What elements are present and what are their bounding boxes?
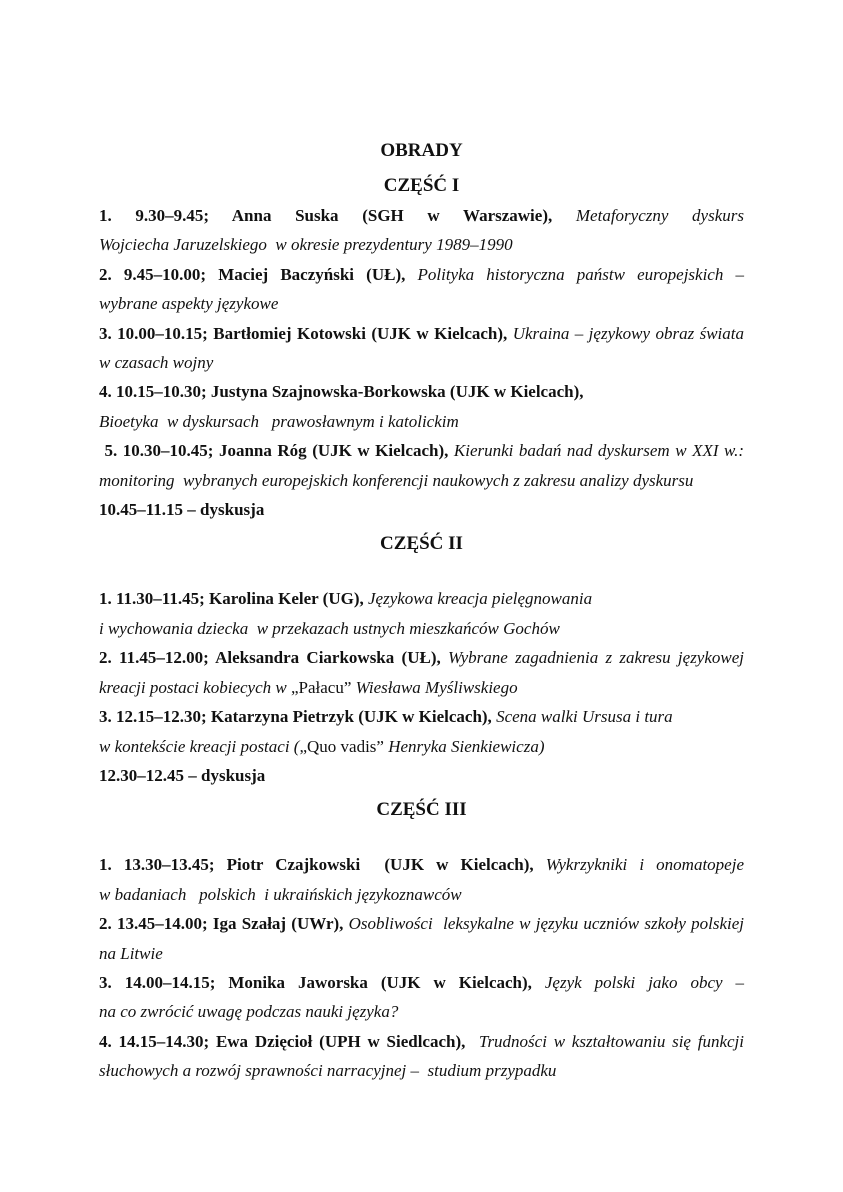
program-line xyxy=(99,319,744,348)
program-line xyxy=(99,348,744,377)
text-run: 5. 10.30–10.45; Joanna Róg (UJK w Kielcach), xyxy=(104,441,449,461)
text-run: 12.30–12.45 – dyskusja xyxy=(99,765,266,785)
text-run: Wojciecha Jaruzelskiego w okresie prezydentury 1989–1990 xyxy=(99,235,513,255)
program-line xyxy=(99,732,744,761)
program-line xyxy=(99,201,744,230)
text-run: 1. 11.30–11.45; Karolina Keler (UG), xyxy=(99,589,364,609)
text-run: 2. 11.45–12.00; Aleksandra Ciarkowska (UŁ), xyxy=(99,648,441,668)
section-heading-2: CZĘŚĆ II xyxy=(380,533,463,555)
text-run: Językowa kreacja pielęgnowania xyxy=(363,589,593,609)
text-run: Polityka historyczna państw europejskich – xyxy=(405,264,744,284)
text-run: i wychowania dziecka w przekazach ustnych mieszkańców Gochów xyxy=(99,618,560,638)
text-run: Metaforyczny dyskurs xyxy=(552,206,744,225)
section-heading-3: CZĘŚĆ III xyxy=(376,799,467,821)
program-line xyxy=(99,1056,744,1085)
text-run: monitoring wybranych europejskich konferencji naukowych z zakresu analizy dyskursu xyxy=(99,470,694,490)
program-line xyxy=(99,850,744,879)
program-line xyxy=(99,377,744,406)
program-line xyxy=(99,968,744,997)
text-run: Trudności w kształtowaniu się funkcji xyxy=(465,1031,744,1051)
text-run: kreacji postaci kobiecych w xyxy=(99,677,291,697)
text-run: 1. 13.30–13.45; Piotr Czajkowski (UJK w Kielcach), xyxy=(99,855,534,875)
program-line xyxy=(99,289,744,318)
program-line xyxy=(99,909,744,938)
program-line xyxy=(99,880,744,909)
program-line xyxy=(99,939,744,968)
program-line xyxy=(99,614,744,643)
program-line xyxy=(99,702,744,731)
text-run: w czasach wojny xyxy=(99,353,214,373)
text-run: 3. 14.00–14.15; Monika Jaworska (UJK w Kielcach), xyxy=(99,972,532,992)
program-line xyxy=(99,673,744,702)
program-line xyxy=(99,260,744,289)
text-run: 4. 14.15–14.30; Ewa Dzięcioł (UPH w Siedlcach), xyxy=(99,1031,466,1051)
text-run: słuchowych a rozwój sprawności narracyjnej – studium przypadku xyxy=(99,1061,557,1081)
text-run: Osobliwości leksykalne w języku uczniów szkoły polskiej xyxy=(343,914,745,934)
text-run: 3. 10.00–10.15; Bartłomiej Kotowski (UJK w Kielcach), xyxy=(99,323,508,343)
text-run: Kierunki badań nad dyskursem w XXI w.: xyxy=(448,441,745,461)
text-run: w badaniach polskich i ukraińskich językoznawców xyxy=(99,884,462,904)
program-line xyxy=(99,643,744,672)
text-run: Wiesława Myśliwskiego xyxy=(351,677,518,697)
text-run: „Quo vadis” xyxy=(299,736,384,756)
program-line xyxy=(99,407,744,436)
text-run: 2. 9.45–10.00; Maciej Baczyński (UŁ), xyxy=(99,264,406,284)
text-run: Scena walki Ursusa i tura xyxy=(491,707,673,727)
program-line xyxy=(99,1027,744,1056)
text-run: 3. 12.15–12.30; Katarzyna Pietrzyk (UJK w Kielcach), xyxy=(99,707,492,727)
text-run: 2. 13.45–14.00; Iga Szałaj (UWr), xyxy=(99,914,344,934)
program-line xyxy=(99,584,744,613)
text-run: Henryka Sienkiewicza) xyxy=(383,736,545,756)
program-line xyxy=(99,761,744,790)
program-line xyxy=(99,230,744,259)
document-title: OBRADY xyxy=(380,140,463,161)
program-line xyxy=(99,495,744,524)
text-run: „Pałacu” xyxy=(290,677,352,697)
text-run: Wykrzykniki i onomatopeje xyxy=(533,855,744,875)
text-run: w kontekście kreacji postaci ( xyxy=(99,736,300,756)
text-run: 1. 9.30–9.45; Anna Suska (SGH w Warszawie), xyxy=(99,206,553,225)
program-line xyxy=(99,466,744,495)
text-run: Wybrane zagadnienia z zakresu językowej xyxy=(440,648,745,668)
text-run: na co zwrócić uwagę podczas nauki języka? xyxy=(99,1002,399,1022)
text-run: Ukraina – językowy obraz świata xyxy=(507,323,744,343)
text-run: Bioetyka w dyskursach prawosławnym i katolickim xyxy=(99,411,459,431)
text-run: na Litwie xyxy=(99,943,163,963)
section-heading-1: CZĘŚĆ I xyxy=(383,175,460,196)
text-run: 4. 10.15–10.30; Justyna Szajnowska-Borkowska (UJK w Kielcach), xyxy=(99,382,584,402)
text-run: wybrane aspekty językowe xyxy=(99,294,279,314)
sections-container xyxy=(99,171,744,1086)
program-line xyxy=(99,436,744,465)
text-run: 10.45–11.15 – dyskusja xyxy=(99,500,265,520)
program-line xyxy=(99,997,744,1026)
text-run: Język polski jako obcy – xyxy=(531,972,745,992)
